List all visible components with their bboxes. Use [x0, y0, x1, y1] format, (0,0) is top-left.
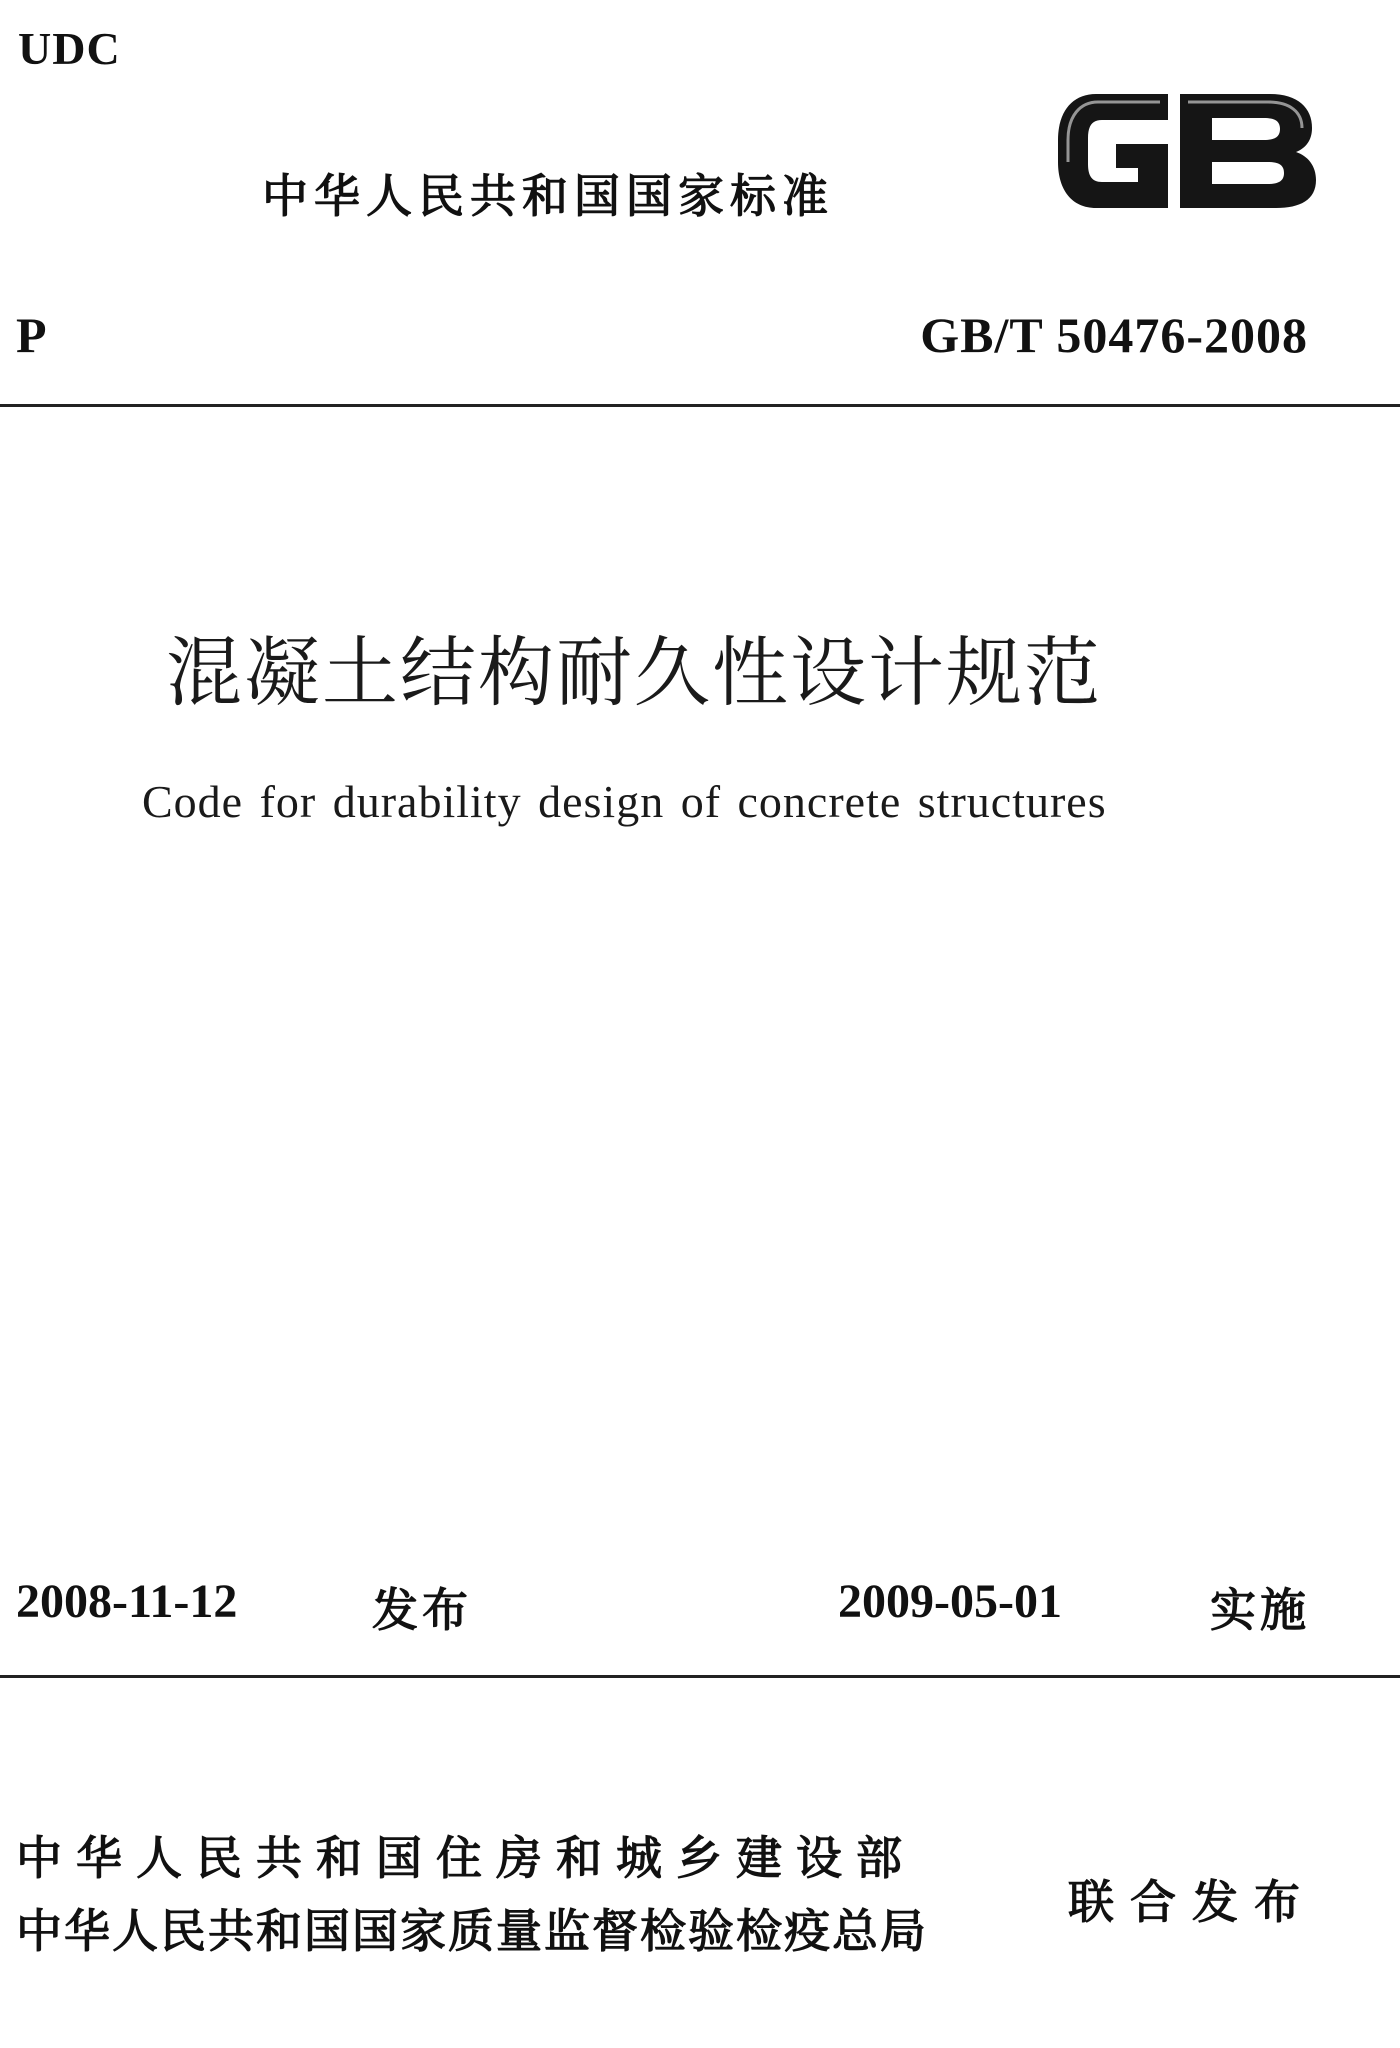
- publisher-ministry: 中华人民共和国住房和城乡建设部: [16, 1831, 916, 1885]
- title-chinese: 混凝土结构耐久性设计规范: [166, 628, 1102, 717]
- issue-date: 2008-11-12: [16, 1575, 238, 1628]
- issue-label: 发布: [372, 1583, 472, 1637]
- effective-label: 实施: [1210, 1583, 1310, 1637]
- standard-number: GB/T 50476-2008: [920, 307, 1308, 363]
- publisher-aqsiq: 中华人民共和国国家质量监督检验检疫总局: [16, 1904, 928, 1958]
- joint-publish-label: 联合发布: [1068, 1875, 1316, 1929]
- title-english: Code for durability design of concrete structures: [142, 776, 1107, 827]
- gb-logo: [1050, 82, 1320, 220]
- classification-letter: P: [16, 307, 47, 363]
- gb-logo-g-shape: [1058, 94, 1168, 208]
- footer-divider: [0, 1675, 1400, 1678]
- header-divider: [0, 404, 1400, 407]
- national-standard-heading: 中华人民共和国国家标准: [262, 169, 834, 223]
- udc-label: UDC: [18, 23, 121, 74]
- effective-date: 2009-05-01: [838, 1575, 1062, 1628]
